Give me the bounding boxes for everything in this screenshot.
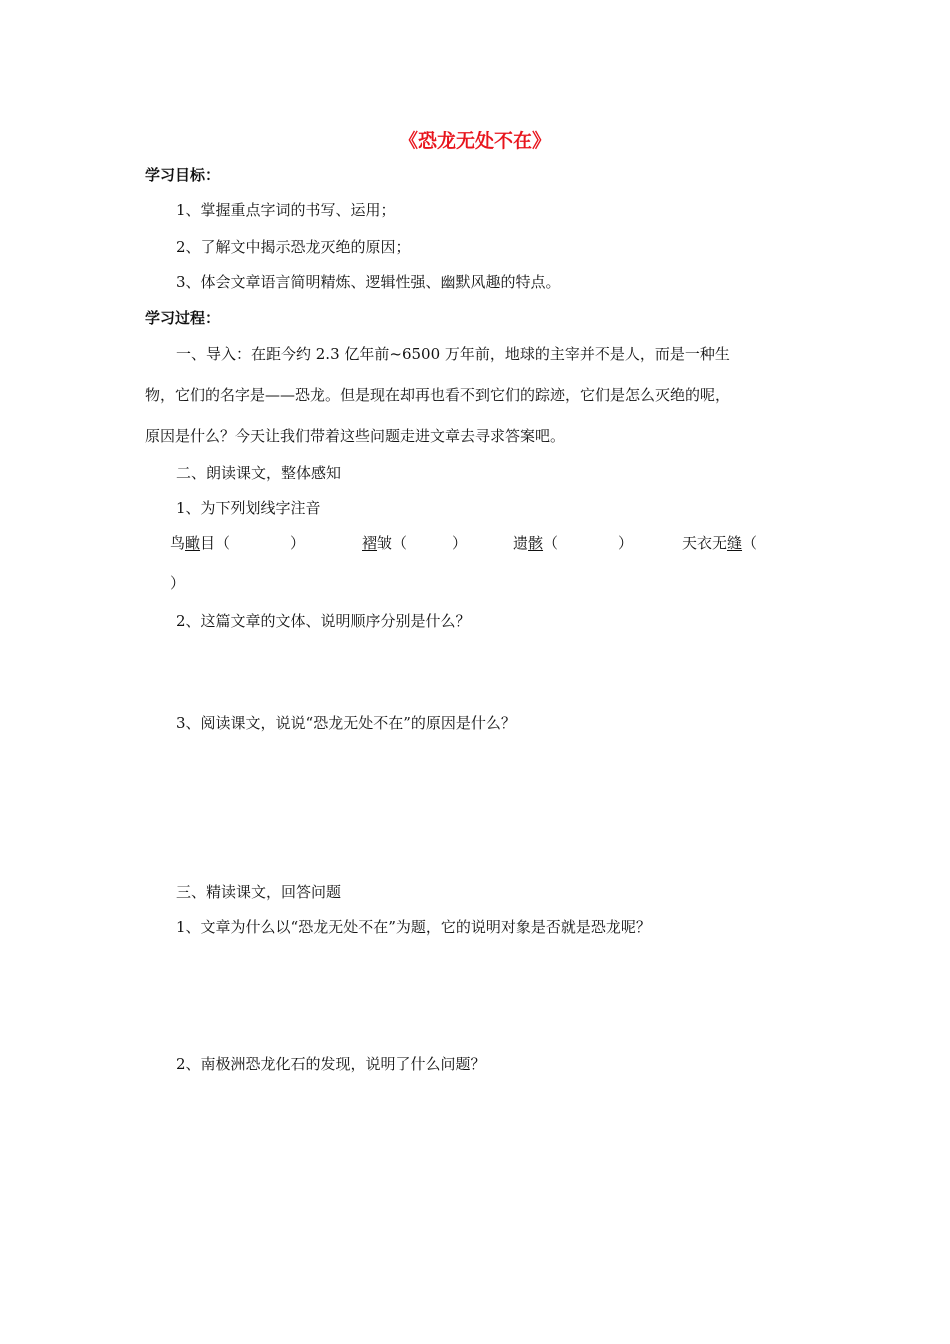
- question-4: 1、文章为什么以“恐龙无处不在”为题，它的说明对象是否就是恐龙呢？: [176, 918, 651, 936]
- question-5: 2、南极洲恐龙化石的发现，说明了什么问题？: [176, 1055, 486, 1073]
- pinyin-item-4: 天衣无缝（: [682, 534, 758, 552]
- pinyin-item-3: 遗骸（ ）: [513, 534, 634, 552]
- section-3-heading: 三、精读课文，回答问题: [176, 883, 342, 901]
- goals-heading: 学习目标：: [145, 166, 221, 184]
- intro-line-3: 原因是什么？今天让我们带着这些问题走进文章去寻求答案吧。: [145, 427, 566, 445]
- pinyin-item-2: 褶皱（ ）: [362, 534, 468, 552]
- pinyin-close-paren: ）: [170, 574, 186, 592]
- goal-item-1: 1、掌握重点字词的书写、运用；: [176, 201, 396, 219]
- goal-item-3: 3、体会文章语言简明精炼、逻辑性强、幽默风趣的特点。: [176, 273, 561, 291]
- document-title: 《恐龙无处不在》: [398, 130, 551, 152]
- question-3: 3、阅读课文，说说“恐龙无处不在”的原因是什么？: [176, 714, 516, 732]
- pinyin-item-1: 鸟瞰目（ ）: [170, 534, 306, 552]
- intro-line-2: 物，它们的名字是——恐龙。但是现在却再也看不到它们的踪迹，它们是怎么灭绝的呢，: [145, 386, 731, 404]
- question-2: 2、这篇文章的文体、说明顺序分别是什么？: [176, 612, 471, 630]
- process-heading: 学习过程：: [145, 309, 221, 327]
- question-pinyin: 1、为下列划线字注音: [176, 499, 321, 517]
- intro-line-1: 一、导入：在距今约 2.3 亿年前~6500 万年前，地球的主宰并不是人，而是一种生: [176, 345, 730, 363]
- section-2-heading: 二、朗读课文，整体感知: [176, 464, 342, 482]
- goal-item-2: 2、了解文中揭示恐龙灭绝的原因；: [176, 238, 411, 256]
